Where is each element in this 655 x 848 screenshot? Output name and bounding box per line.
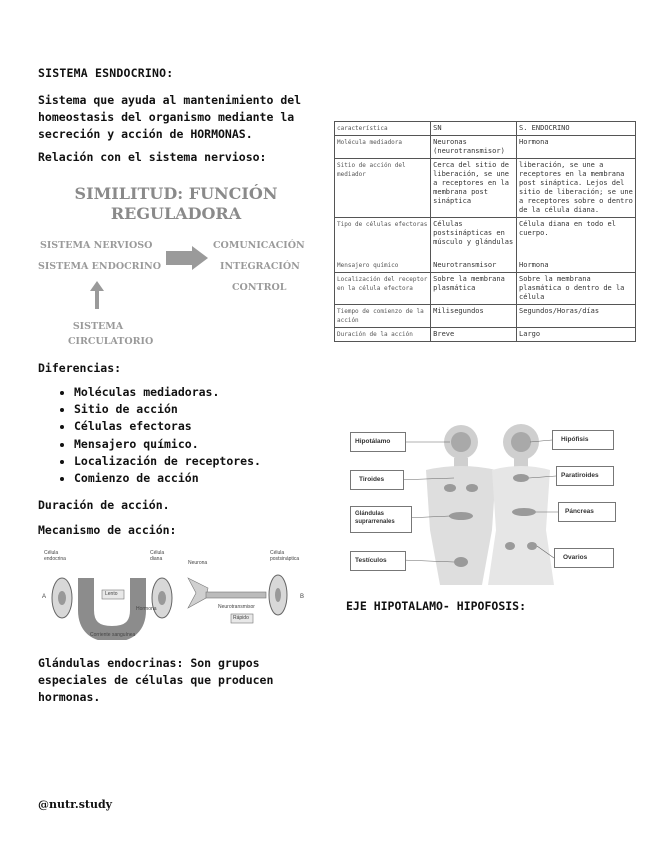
label-ovarios: Ovarios <box>554 548 614 568</box>
table-cell: Segundos/Horas/días <box>517 305 636 328</box>
table-cell-text: Tipo de células efectoras <box>337 221 428 228</box>
table-cell-text: Mensajero químico <box>337 262 399 269</box>
table-cell-text: Célula diana en todo el cuerpo. <box>519 220 616 237</box>
label-tiroides: Tiroides <box>350 470 404 490</box>
footer-handle: @nutr.study <box>38 798 113 811</box>
label-pancreas: Páncreas <box>558 502 616 522</box>
label-integracion: INTEGRACIÓN <box>220 261 300 272</box>
label-suprarrenales: Glándulas suprarrenales <box>350 506 412 533</box>
label-b: B <box>300 594 305 600</box>
mechanism-figure <box>38 548 308 640</box>
label-sistema-endocrino: SISTEMA ENDOCRINO <box>38 261 161 272</box>
list-item: • Comienzo de acción <box>74 470 261 487</box>
list-item: • Localización de receptores. <box>74 453 261 470</box>
glands-text: Glándulas endocrinas: Son grupos especiales de células que producen hormonas. <box>38 656 274 704</box>
label-endocrine-cell: Célula endocrina <box>44 550 66 562</box>
label-neuron: Neurona <box>188 560 208 566</box>
label-hipofisis: Hipófisis <box>552 430 614 450</box>
table-cell <box>517 218 636 273</box>
label-blood: Corriente sanguínea <box>90 632 136 638</box>
label-control: CONTROL <box>232 282 287 293</box>
list-item: • Células efectoras <box>74 418 261 435</box>
table-cell: característica <box>335 122 431 136</box>
label-a: A <box>42 594 47 600</box>
table-row <box>335 159 636 218</box>
differences-heading: Diferencias: <box>38 361 122 375</box>
table-cell: Sitio de acción del mediador <box>335 159 431 218</box>
label-lento: Lento <box>105 591 118 597</box>
table-cell: Sobre la membrana plasmática <box>431 273 517 305</box>
duration-text: Duración de acción. <box>38 498 170 512</box>
table-cell-text: Neurotransmisor <box>433 261 497 269</box>
table-cell: Hormona <box>517 136 636 159</box>
table-row <box>335 218 636 273</box>
label-sistema-circulatorio: SISTEMA CIRCULATORIO <box>68 321 154 347</box>
up-arrow-icon <box>90 281 104 309</box>
table-row <box>335 122 636 136</box>
label-sistema-nervioso: SISTEMA NERVIOSO <box>40 240 153 251</box>
definition-text: Sistema que ayuda al mantenimiento del homeostasis del organismo mediante la secreción y acción de HORMONAS. <box>38 93 302 141</box>
table-cell: liberación, se une a receptores en la membrana post sináptica. Lejos del sitio de liberación; se une a receptores sobre o dentro de la célula diana. <box>517 159 636 218</box>
table-cell: Tiempo de comienzo de la acción <box>335 305 431 328</box>
table-cell: Localización del receptor en la célula efectora <box>335 273 431 305</box>
table-cell: Neuronas (neurotransmisor) <box>431 136 517 159</box>
label-hormone: Hormona <box>136 606 157 612</box>
right-arrow-icon <box>166 246 208 270</box>
glands-figure <box>346 420 616 585</box>
similarity-title: SIMILITUD: FUNCIÓN REGULADORA <box>74 184 278 223</box>
list-item: • Mensajero químico. <box>74 436 261 453</box>
table-cell: Largo <box>517 328 636 342</box>
table-cell: Duración de la acción <box>335 328 431 342</box>
list-item: • Moléculas mediadoras. <box>74 384 261 401</box>
label-paratiroides: Paratiroides <box>556 466 614 486</box>
label-postsynaptic: Célula postsináptica <box>270 550 300 562</box>
label-comunicacion: COMUNICACIÓN <box>213 240 305 251</box>
table-cell: Molécula mediadora <box>335 136 431 159</box>
label-hipotalamo: Hipotálamo <box>350 432 406 452</box>
comparison-table <box>334 121 636 342</box>
table-cell-text: Células postsinápticas en músculo y glándulas <box>433 220 514 246</box>
table-cell: S. ENDOCRINO <box>517 122 636 136</box>
mechanism-heading: Mecanismo de acción: <box>38 523 177 537</box>
axis-heading: EJE HIPOTALAMO- HIPOFOSIS: <box>346 599 527 613</box>
table-cell <box>335 218 431 273</box>
label-target-cell: Célula diana <box>150 550 165 562</box>
differences-list <box>38 384 261 487</box>
page-title: SISTEMA ESNDOCRINO: <box>38 66 174 80</box>
label-rapido: Rápido <box>233 615 249 621</box>
table-cell-text: Hormona <box>519 261 549 269</box>
table-row <box>335 305 636 328</box>
table-row <box>335 136 636 159</box>
table-cell <box>431 218 517 273</box>
list-item: • Sitio de acción <box>74 401 261 418</box>
label-testiculos: Testículos <box>350 551 406 571</box>
table-cell: Sobre la membrana plasmática o dentro de la célula <box>517 273 636 305</box>
table-row <box>335 273 636 305</box>
table-cell: Breve <box>431 328 517 342</box>
relation-heading: Relación con el sistema nervioso: <box>38 150 267 164</box>
table-row <box>335 328 636 342</box>
table-cell: SN <box>431 122 517 136</box>
table-cell: Milisegundos <box>431 305 517 328</box>
table-cell: Cerca del sitio de liberación, se une a receptores en la membrana post sináptica <box>431 159 517 218</box>
label-neurotransmitter: Neurotransmisor <box>218 604 255 610</box>
